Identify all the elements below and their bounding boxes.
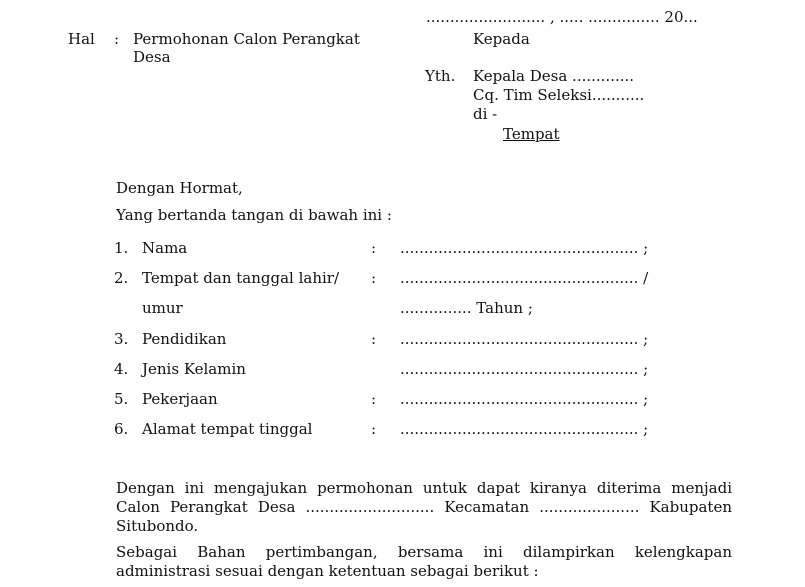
kepada-label: Kepada	[473, 30, 530, 48]
application-paragraph: Dengan ini mengajukan permohonan untuk dapat kiranya diterima menjadi Calon Perangkat Desa ........................... Kecamatan ..................... Kabupaten Situbondo.	[116, 479, 732, 535]
field-label: Jenis Kelamin	[142, 360, 246, 378]
field-label: Pendidikan	[142, 330, 227, 348]
field-value: .................................................. /	[400, 269, 649, 287]
field-number: 4.	[114, 360, 129, 378]
yth-label: Yth.	[425, 67, 456, 85]
field-value: ............... Tahun ;	[400, 299, 533, 317]
field-colon: :	[371, 420, 377, 438]
recipient-line-1: Kepala Desa .............	[473, 67, 635, 85]
intro-line: Yang bertanda tangan di bawah ini :	[116, 206, 392, 224]
attachment-paragraph: Sebagai Bahan pertimbangan, bersama ini dilampirkan kelengkapan administrasi sesuai dengan ketentuan sebagai berikut :	[116, 543, 732, 580]
field-value: .................................................. ;	[400, 239, 649, 257]
hal-colon: :	[114, 30, 120, 48]
field-colon: :	[371, 330, 377, 348]
field-colon: :	[371, 239, 377, 257]
field-value: .................................................. ;	[400, 420, 649, 438]
field-value: .................................................. ;	[400, 390, 649, 408]
field-label: Nama	[142, 239, 188, 257]
hal-label: Hal	[68, 30, 95, 48]
field-colon: :	[371, 390, 377, 408]
greeting: Dengan Hormat,	[116, 179, 243, 197]
field-number: 6.	[114, 420, 129, 438]
field-value: .................................................. ;	[400, 360, 649, 378]
recipient-place: Tempat	[503, 125, 560, 143]
field-label: Alamat tempat tinggal	[142, 420, 313, 438]
field-colon: :	[371, 269, 377, 287]
field-number: 3.	[114, 330, 129, 348]
field-number: 1.	[114, 239, 129, 257]
recipient-line-2: Cq. Tim Seleksi...........	[473, 86, 645, 104]
field-label: Pekerjaan	[142, 390, 218, 408]
field-number: 5.	[114, 390, 129, 408]
subject-line-2: Desa	[133, 48, 171, 66]
field-label: Tempat dan tanggal lahir/	[142, 269, 340, 287]
subject-line-1: Permohonan Calon Perangkat	[133, 30, 360, 48]
field-number: 2.	[114, 269, 129, 287]
recipient-line-3: di -	[473, 105, 498, 123]
field-value: .................................................. ;	[400, 330, 649, 348]
field-label: umur	[142, 299, 183, 317]
date-line: ......................... , ..... ............... 20...	[426, 8, 698, 26]
